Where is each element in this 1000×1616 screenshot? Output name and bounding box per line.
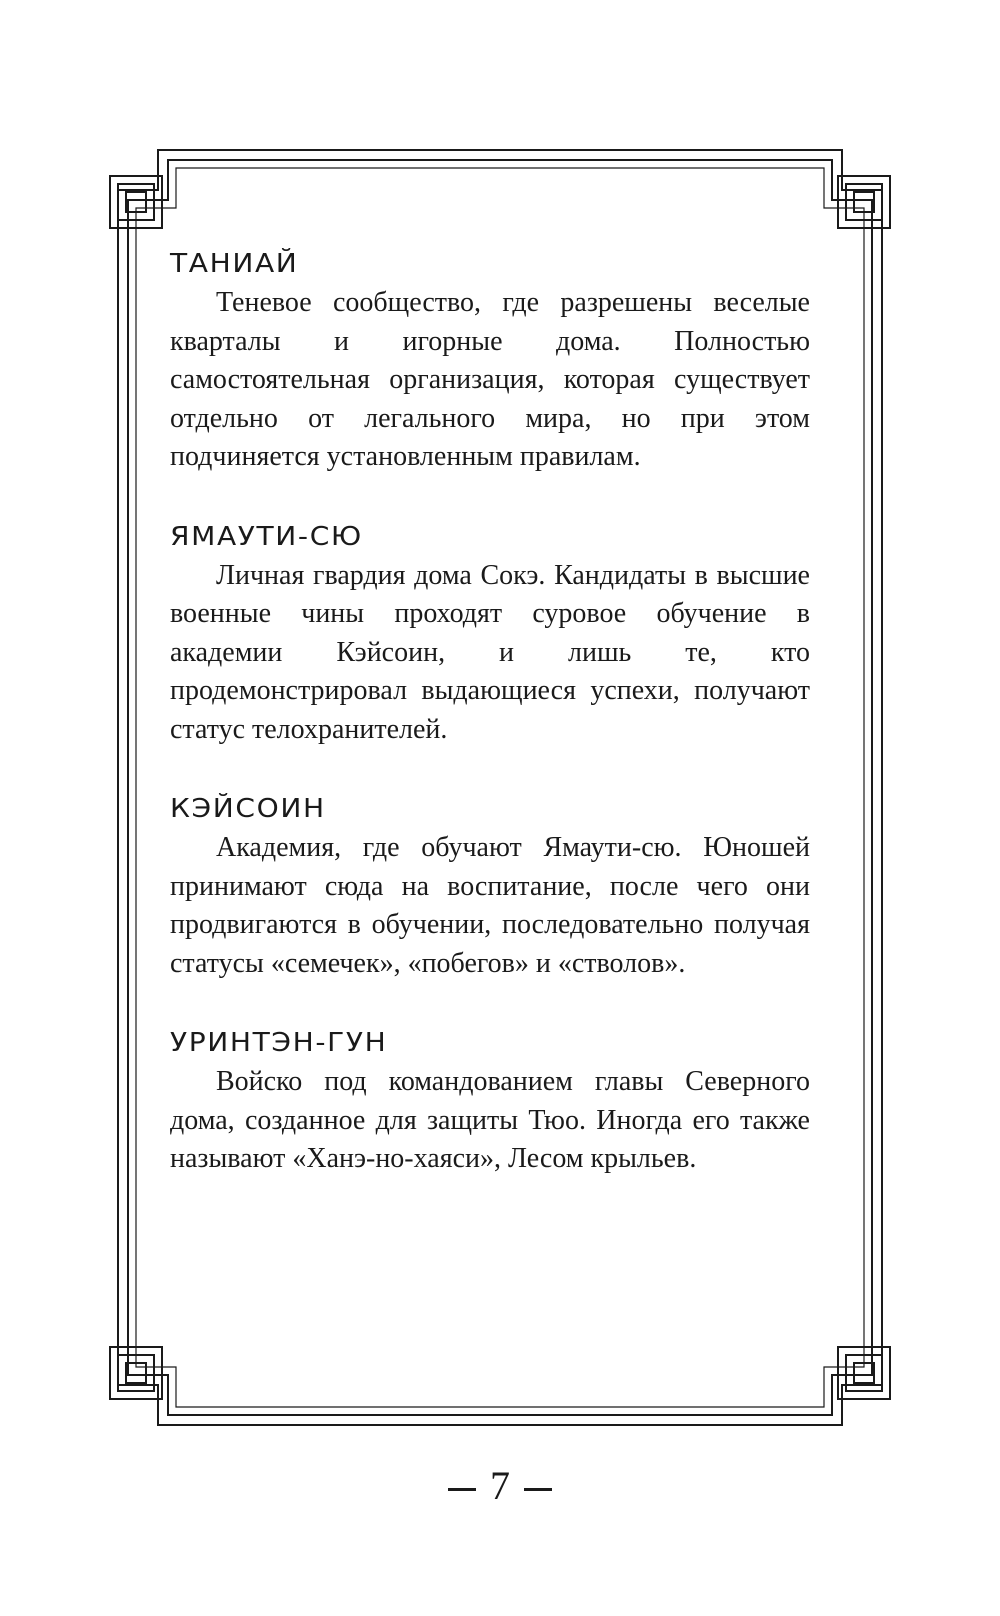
glossary-entry (170, 791, 810, 983)
page-number (0, 1462, 1000, 1510)
corner-knot-icon (838, 1347, 890, 1399)
corner-knot-icon (110, 1347, 162, 1399)
entry-definition: Войско под командованием главы Северного дома, созданное для защиты Тюо. Иногда его также называют «Ханэ-но-хаяси», Лесом крыльев. (170, 1066, 810, 1174)
dash-decoration (524, 1488, 552, 1491)
page-number-value: 7 (490, 1463, 510, 1508)
entry-definition: Академия, где обучают Ямаути-сю. Юношей принимают сюда на воспитание, после чего они продвигаются в обучении, последовательно получая статусы «семечек», «побегов» и «стволов». (170, 832, 810, 979)
entry-term: ТАНИАЙ (170, 249, 299, 279)
corner-knot-icon (110, 176, 162, 228)
entry-definition: Личная гвардия дома Сокэ. Кандидаты в высшие военные чины проходят суровое обучение в академии Кэйсоин, и лишь те, кто продемонстрировал выдающиеся успехи, получают статус телохранителей. (170, 559, 810, 745)
entry-term: УРИНТЭН-ГУН (170, 1028, 388, 1058)
entry-definition: Теневое сообщество, где разрешены веселые кварталы и игорные дома. Полностью самостоятельная организация, которая существует отдельно от легального мира, но при этом подчиняется установленным правилам. (170, 287, 810, 472)
glossary-content (170, 246, 810, 1221)
glossary-entry (170, 246, 810, 477)
dash-decoration (448, 1488, 476, 1491)
glossary-entry (170, 1025, 810, 1179)
corner-knot-icon (838, 176, 890, 228)
entry-term: ЯМАУТИ-СЮ (170, 521, 363, 552)
entry-term: КЭЙСОИН (170, 794, 326, 824)
glossary-entry (170, 519, 810, 750)
